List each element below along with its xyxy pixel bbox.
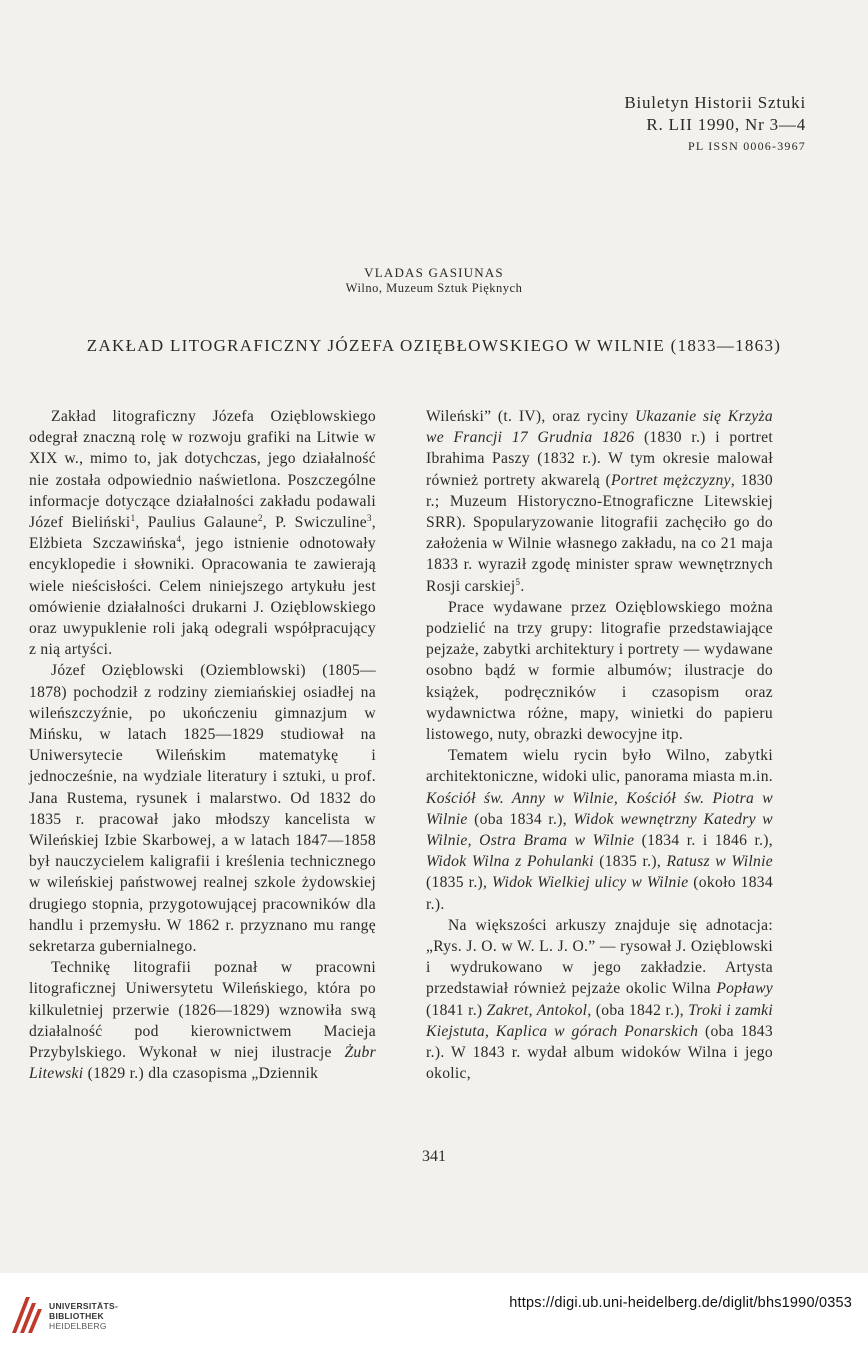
library-name-line2: BIBLIOTHEK: [49, 1311, 104, 1321]
journal-name: Biuletyn Historii Sztuki: [624, 93, 806, 112]
library-name[interactable]: [49, 1301, 118, 1331]
text-column-left: Zakład litograficzny Józefa Ozięblowskiego odegrał znaczną rolę w rozwoju grafiki na Litwie w XIX w., mimo to, jak dotychczas, jego działalność nie została odpowiednio naświetlona. Poszczególne informacje dotyczące działalności zakładu podawali Józef Bieliński$^1$, Paulius Galaune$^2$, P. Swiczuline$^3$, Elżbieta Szczawińska$^4$, jego istnienie odnotowały encyklopedie i słowniki. Opracowania te zawierają wiele nieścisłości. Celem niniejszego artykułu jest omówienie działalności drukarni J. Ozięblowskiego oraz uwypuklenie roli jaką odegrali współpracujący z nią artyści. Józef Ozięblowski (Oziemblowski) (1805—1878) pochodził z rodziny ziemiańskiej osiadłej na wileńszczyźnie, po ukończeniu gimnazjum w Mińsku, w latach 1825—1829 studiował na Uniwersytecie Wileńskim matematykę i jednocześnie, na wydziale literatury i sztuki, u prof. Jana Rustema, rysunek i malarstwo. Od 1832 do 1835 r. pracował jako młodszy kancelista w Wileńskiej Izbie Skarbowej, a w latach 1847—1858 był nauczycielem kaligrafii i kreślenia technicznego w wileńskiej państwowej realnej szkole żydowskiej drugiego stopnia, przygotowującej pracowników dla handlu i przemysłu. W 1862 r. przyznano mu rangę sekretarza gubernialnego. Technikę litografii poznał w pracowni litograficznej Uniwersytetu Wileńskiego, która po kilkuletniej przerwie (1826—1829) wznowiła swą działalność pod kierownictwem Macieja Przybylskiego. Wykonał w niej ilustracje Żubr Litewski (1829 r.) dla czasopisma „Dziennik: [29, 408, 376, 1083]
journal-issn: PL ISSN 0006-3967: [688, 139, 806, 153]
journal-volume: R. LII 1990, Nr 3—4: [646, 115, 806, 134]
source-url-link[interactable]: https://digi.ub.uni-heidelberg.de/diglit/bhs1990/0353: [509, 1295, 852, 1311]
footer-bar: [0, 1273, 868, 1348]
library-name-line3: HEIDELBERG: [49, 1321, 107, 1331]
university-library-logo-icon[interactable]: [8, 1293, 46, 1335]
page-number: 341: [422, 1148, 446, 1165]
author-affiliation: Wilno, Muzeum Sztuk Pięknych: [345, 281, 523, 295]
library-name-line1: UNIVERSITÄTS-: [49, 1301, 119, 1311]
article-title: ZAKŁAD LITOGRAFICZNY JÓZEFA OZIĘBŁOWSKIEGO W WILNIE (1833—1863): [86, 336, 782, 355]
text-column-right: Wileński” (t. IV), oraz ryciny Ukazanie się Krzyża we Francji 17 Grudnia 1826 (1830 r.) i portret Ibrahima Paszy (1832 r.). W tym okresie malował również portrety akwarelą (Portret mężczyzny, 1830 r.; Muzeum Historyczno-Etnograficzne Litewskiej SRR). Spopularyzowanie litografii zachęciło go do założenia w Wilnie własnego zakładu, na co 21 maja 1833 r. wyraził zgodę minister spraw wewnętrznych Rosji carskiej$^5$. Prace wydawane przez Ozięblowskiego można podzielić na trzy grupy: litografie przedstawiające pejzaże, zabytki architektury i portrety — wydawane osobno bądź w formie albumów; ilustracje do książek, podręczników i czasopism oraz wydawnictwa różne, mapy, winietki do papieru listowego, nuty, obrazki dewocyjne itp. Tematem wielu rycin było Wilno, zabytki architektoniczne, widoki ulic, panorama miasta m.in. Kościół św. Anny w Wilnie, Kościół św. Piotra w Wilnie (oba 1834 r.), Widok wewnętrzny Katedry w Wilnie, Ostra Brama w Wilnie (1834 r. i 1846 r.), Widok Wilna z Pohulanki (1835 r.), Ratusz w Wilnie (1835 r.), Widok Wielkiej ulicy w Wilnie (około 1834 r.). Na większości arkuszy znajduje się adnotacja: „Rys. J. O. w W. L. J. O.” — rysował J. Ozięblowski i wydrukowano w jego zakładzie. Artysta przedstawiał również pejzaże okolic Wilna Popławy (1841 r.) Zakret, Antokol, (oba 1842 r.), Troki i zamki Kiejstuta, Kaplica w górach Ponarskich (oba 1843 r.). W 1843 r. wydał album widoków Wilna i jego okolic,: [426, 408, 774, 1083]
author-name: VLADAS GASIUNAS: [364, 265, 504, 280]
